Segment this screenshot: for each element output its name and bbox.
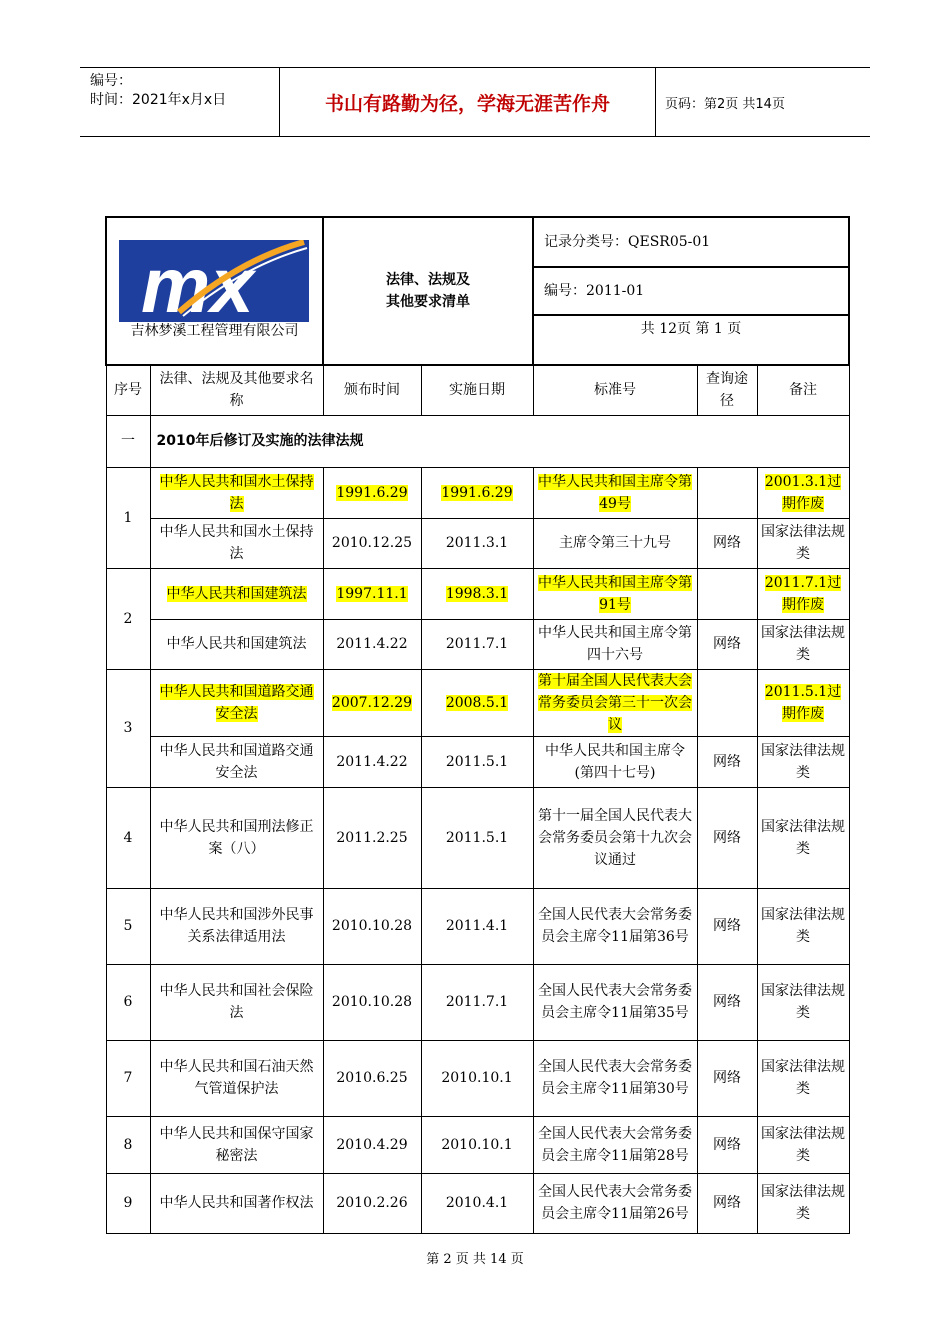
- cell-std: 主席令第三十九号: [533, 518, 697, 568]
- company-logo: [119, 240, 309, 330]
- cell-pub: 2010.6.25: [323, 1040, 421, 1116]
- cell-no: 8: [106, 1116, 150, 1173]
- doc-number: 编号：2011-01: [533, 267, 849, 315]
- cell-name: 中华人民共和国建筑法: [150, 619, 323, 669]
- cell-name: 中华人民共和国刑法修正案（八）: [150, 787, 323, 888]
- record-number: 记录分类号：QESR05-01: [533, 217, 849, 267]
- form-pages: 共 12页 第 1 页: [533, 315, 849, 365]
- cell-name: 中华人民共和国水土保持法: [150, 518, 323, 568]
- cell-no: 6: [106, 964, 150, 1040]
- table-row: [106, 888, 849, 964]
- cell-std-highlight: 第十届全国人民代表大会常务委员会第三十一次会议: [538, 672, 692, 733]
- cell-std: 全国人民代表大会常务委员会主席令11届第26号: [533, 1173, 697, 1233]
- cell-src: 网络: [697, 787, 757, 888]
- cell-note-highlight: 2011.5.1过期作废: [764, 683, 842, 722]
- page-info: 页码：第2页 共14页: [665, 96, 785, 112]
- cell-no: 7: [106, 1040, 150, 1116]
- time-label: 时间：2021年x月x日: [90, 92, 227, 108]
- table-row: [106, 1173, 849, 1233]
- col-header-pub: 颁布时间: [323, 365, 421, 415]
- col-header-note: 备注: [757, 365, 849, 415]
- cell-eff: 2011.5.1: [421, 787, 533, 888]
- cell-pub: 2010.4.29: [323, 1116, 421, 1173]
- cell-pub: 2010.10.28: [323, 964, 421, 1040]
- title-line-2: 其他要求清单: [386, 294, 470, 310]
- cell-src: 网络: [697, 1116, 757, 1173]
- form-title: [323, 217, 533, 365]
- col-header-std: 标准号: [533, 365, 697, 415]
- cell-name-highlight: 中华人民共和国道路交通安全法: [159, 683, 314, 722]
- cell-eff: 2010.4.1: [421, 1173, 533, 1233]
- cell-note: 国家法律法规类: [757, 888, 849, 964]
- table-row: [106, 518, 849, 568]
- cell-src: 网络: [697, 1040, 757, 1116]
- cell-eff-highlight: 2008.5.1: [445, 694, 509, 711]
- table-row: [106, 964, 849, 1040]
- cell-note: 国家法律法规类: [757, 1173, 849, 1233]
- cell-note: 国家法律法规类: [757, 518, 849, 568]
- cell-eff: 2011.7.1: [421, 964, 533, 1040]
- cell-src: [697, 669, 757, 736]
- page-footer: 第 2 页 共 14 页: [426, 1252, 524, 1267]
- cell-name: 中华人民共和国道路交通安全法: [150, 736, 323, 787]
- cell-no: 2: [106, 568, 150, 669]
- cell-no: 9: [106, 1173, 150, 1233]
- cell-std-highlight: 中华人民共和国主席令第91号: [538, 574, 692, 613]
- cell-name: 中华人民共和国石油天然气管道保护法: [150, 1040, 323, 1116]
- cell-note: 国家法律法规类: [757, 1116, 849, 1173]
- cell-name: 中华人民共和国社会保险法: [150, 964, 323, 1040]
- cell-pub: 2011.4.22: [323, 736, 421, 787]
- cell-note: [757, 568, 849, 619]
- section-row: [106, 415, 849, 467]
- cell-eff: 2011.7.1: [421, 619, 533, 669]
- cell-src: 网络: [697, 736, 757, 787]
- number-label: 编号：: [90, 73, 132, 89]
- cell-pub: 2010.10.28: [323, 888, 421, 964]
- cell-src: 网络: [697, 888, 757, 964]
- table-row: [106, 568, 849, 619]
- cell-pub-highlight: 1991.6.29: [336, 484, 408, 501]
- title-line-1: 法律、法规及: [386, 272, 470, 288]
- cell-note: 国家法律法规类: [757, 1040, 849, 1116]
- cell-std: 全国人民代表大会常务委员会主席令11届第35号: [533, 964, 697, 1040]
- cell-pub: 2011.4.22: [323, 619, 421, 669]
- cell-note: 国家法律法规类: [757, 736, 849, 787]
- table-row: [106, 669, 849, 736]
- cell-eff: [421, 467, 533, 518]
- table-row: [106, 787, 849, 888]
- col-header-eff: 实施日期: [421, 365, 533, 415]
- cell-note-highlight: 2001.3.1过期作废: [764, 473, 842, 512]
- col-header-no: 序号: [106, 365, 150, 415]
- cell-pub: [323, 568, 421, 619]
- cell-note: 国家法律法规类: [757, 619, 849, 669]
- cell-no: 5: [106, 888, 150, 964]
- cell-pub: [323, 669, 421, 736]
- cell-name-highlight: 中华人民共和国水土保持法: [159, 473, 314, 512]
- header-left-cell: [80, 68, 280, 136]
- cell-note: 国家法律法规类: [757, 787, 849, 888]
- cell-std: [533, 467, 697, 518]
- cell-eff-highlight: 1998.3.1: [445, 585, 509, 602]
- cell-eff: 2011.4.1: [421, 888, 533, 964]
- cell-src: 网络: [697, 964, 757, 1040]
- cell-src: [697, 568, 757, 619]
- cell-pub: [323, 467, 421, 518]
- column-header-row: [106, 365, 849, 415]
- cell-pub: 2010.2.26: [323, 1173, 421, 1233]
- cell-no: 4: [106, 787, 150, 888]
- cell-name: [150, 568, 323, 619]
- cell-std-highlight: 中华人民共和国主席令第49号: [538, 473, 692, 512]
- motto: 书山有路勤为径，学海无涯苦作舟: [280, 68, 656, 136]
- cell-src: 网络: [697, 1173, 757, 1233]
- cell-std: 全国人民代表大会常务委员会主席令11届第28号: [533, 1116, 697, 1173]
- cell-no: 3: [106, 669, 150, 787]
- cell-src: 网络: [697, 518, 757, 568]
- cell-eff-highlight: 1991.6.29: [441, 484, 513, 501]
- cell-pub-highlight: 2007.12.29: [331, 694, 413, 711]
- cell-src: [697, 467, 757, 518]
- table-row: [106, 619, 849, 669]
- cell-eff: 2010.10.1: [421, 1040, 533, 1116]
- cell-name: 中华人民共和国涉外民事关系法律适用法: [150, 888, 323, 964]
- cell-std: 中华人民共和国主席令(第四十七号): [533, 736, 697, 787]
- page-header: [80, 67, 870, 137]
- company-name: 吉林梦溪工程管理有限公司: [130, 323, 299, 339]
- table-row: [106, 1116, 849, 1173]
- cell-note: [757, 467, 849, 518]
- table-row: [106, 1040, 849, 1116]
- cell-eff: 2011.5.1: [421, 736, 533, 787]
- cell-std: 全国人民代表大会常务委员会主席令11届第30号: [533, 1040, 697, 1116]
- cell-std: 中华人民共和国主席令第四十六号: [533, 619, 697, 669]
- cell-pub: 2010.12.25: [323, 518, 421, 568]
- col-header-src: 查询途径: [697, 365, 757, 415]
- regulation-table: [105, 216, 850, 1234]
- cell-no: 1: [106, 467, 150, 568]
- table-row: [106, 467, 849, 518]
- cell-name-highlight: 中华人民共和国建筑法: [166, 585, 307, 602]
- cell-std: 第十一届全国人民代表大会常务委员会第十九次会议通过: [533, 787, 697, 888]
- logo-cell: [106, 217, 323, 365]
- cell-note: 国家法律法规类: [757, 964, 849, 1040]
- section-title: 2010年后修订及实施的法律法规: [150, 415, 849, 467]
- cell-std: [533, 669, 697, 736]
- cell-note: [757, 669, 849, 736]
- cell-eff: [421, 669, 533, 736]
- cell-eff: 2010.10.1: [421, 1116, 533, 1173]
- cell-eff: 2011.3.1: [421, 518, 533, 568]
- cell-pub: 2011.2.25: [323, 787, 421, 888]
- cell-name: 中华人民共和国著作权法: [150, 1173, 323, 1233]
- cell-src: 网络: [697, 619, 757, 669]
- cell-note-highlight: 2011.7.1过期作废: [764, 574, 842, 613]
- col-header-name: 法律、法规及其他要求名称: [150, 365, 323, 415]
- cell-name: [150, 669, 323, 736]
- cell-eff: [421, 568, 533, 619]
- cell-std: 全国人民代表大会常务委员会主席令11届第36号: [533, 888, 697, 964]
- table-row: [106, 736, 849, 787]
- cell-std: [533, 568, 697, 619]
- logo-text: mx: [141, 241, 254, 329]
- section-number: 一: [106, 415, 150, 467]
- cell-name: [150, 467, 323, 518]
- cell-pub-highlight: 1997.11.1: [336, 585, 408, 602]
- cell-name: 中华人民共和国保守国家秘密法: [150, 1116, 323, 1173]
